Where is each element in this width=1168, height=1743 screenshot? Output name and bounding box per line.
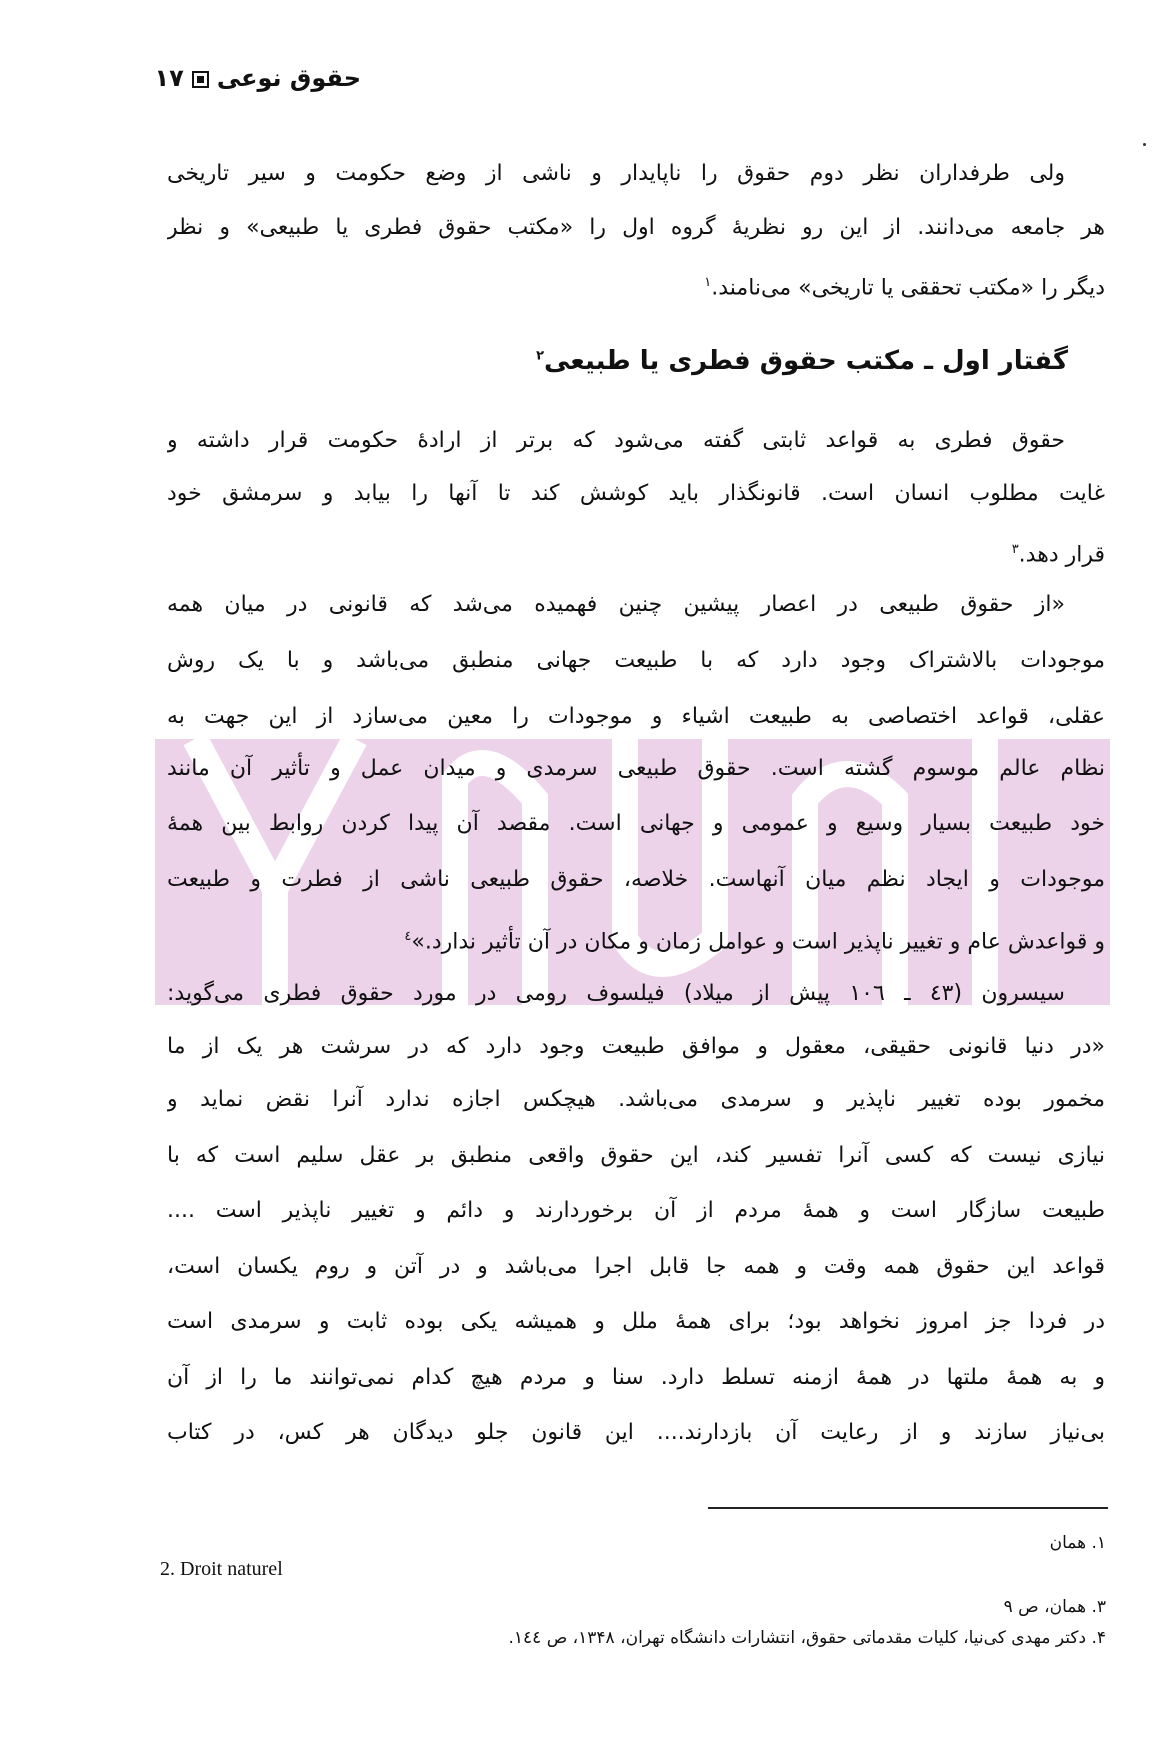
footnote-ref[interactable]: ٤ [404, 929, 412, 944]
quote-line: نیازی نیست که کسی آنرا تفسیر کند، این حقوق واقعی منطبق بر عقل سلیم است که با [167, 1143, 1105, 1168]
quote-line [167, 917, 1105, 957]
quote-line: موجودات و ایجاد نظم میان آنهاست. خلاصه، حقوق طبیعی ناشی از فطرت و طبیعت [167, 867, 1105, 892]
page-number: ۱۷ [154, 64, 184, 92]
running-header [155, 64, 361, 92]
quote-line: موجودات بالاشتراک وجود دارد که با طبیعت جهانی منطبق می‌باشد و با یک روش [167, 648, 1105, 673]
quote-line: بی‌نیاز سازند و از رعایت آن بازدارند.... این قانون جلو دیدگان هر کس، در کتاب [167, 1420, 1105, 1445]
quote-line: «از حقوق طبیعی در اعصار پیشین چنین فهمیده می‌شد که قانونی در میان همه [167, 592, 1065, 617]
quote-line: «در دنیا قانونی حقیقی، معقول و موافق طبیعت وجود دارد که در سرشت هر یک از ما [167, 1034, 1105, 1059]
quote-line: عقلی، قواعد اختصاصی به طبیعت اشیاء و موجودات را معین می‌سازد از این جهت به [167, 704, 1105, 729]
square-bullet-icon [192, 71, 209, 88]
line-text: و قواعدش عام و تغییر ناپذیر است و عوامل زمان و مکان در آن تأثیر ندارد.» [411, 929, 1105, 955]
footnote-1: ۱. همان [1049, 1533, 1106, 1553]
body-line: سیسرون (٤٣ ـ ١٠٦ پیش از میلاد) فیلسوف رومی در مورد حقوق فطری می‌گوید: [167, 981, 1065, 1006]
body-line: حقوق فطری به قواعد ثابتی گفته می‌شود که برتر از ارادهٔ حکومت قرار داشته و [167, 428, 1065, 453]
quote-line: مخمور بوده تغییر ناپذیر و سرمدی می‌باشد. هیچکس اجازه ندارد آنرا نقض نماید و [167, 1087, 1105, 1112]
line-text: دیگر را «مکتب تحققی یا تاریخی» می‌نامند. [711, 275, 1105, 301]
scan-speck [1143, 143, 1146, 146]
line-text: قرار دهد. [1018, 542, 1105, 568]
body-line: ولی طرفداران نظر دوم حقوق را ناپایدار و ناشی از وضع حکومت و سیر تاریخی [167, 161, 1065, 186]
quote-line: طبیعت سازگار است و همهٔ مردم از آن برخوردارند و دائم و تغییر ناپذیر است .... [167, 1198, 1105, 1223]
footnote-ref[interactable]: ۱ [704, 275, 712, 290]
section-heading [536, 346, 1068, 376]
quote-line: نظام عالم موسوم گشته است. حقوق طبیعی سرمدی و میدان عمل و تأثیر آن مانند [167, 756, 1105, 781]
heading-text: گفتار اول ـ مکتب حقوق فطری یا طبیعی [544, 346, 1068, 376]
body-line: غایت مطلوب انسان است. قانونگذار باید کوشش کند تا آنها را بیابد و سرمشق خود [167, 481, 1105, 506]
quote-line: خود طبیعت بسیار وسیع و عمومی و جهانی است. مقصد آن پیدا کردن روابط بین همهٔ [167, 811, 1105, 836]
quote-line: در فردا جز امروز نخواهد بود؛ برای همهٔ ملل و همیشه یکی بوده ثابت و سرمدی است [167, 1309, 1105, 1334]
footnote-divider [708, 1507, 1108, 1509]
quote-line: و به همهٔ ملتها در همهٔ ازمنه تسلط دارد. سنا و مردم هیچ کدام نمی‌توانند ما را از آن [167, 1365, 1105, 1390]
footnote-ref[interactable]: ۲ [536, 348, 544, 364]
body-line [167, 263, 1105, 303]
quote-line: قواعد این حقوق همه وقت و همه جا قابل اجرا می‌باشد و در آتن و روم یکسان است، [167, 1254, 1105, 1279]
body-line: هر جامعه می‌دانند. از این رو نظریهٔ گروه اول را «مکتب حقوق فطری یا طبیعی» و نظر [167, 215, 1105, 240]
footnote-3: ۳. همان، ص ۹ [1003, 1597, 1106, 1617]
footnote-2: 2. Droit naturel [160, 1558, 283, 1580]
footnote-4: ۴. دکتر مهدی کی‌نیا، کلیات مقدماتی حقوق، انتشارات دانشگاه تهران، ۱۳۴۸، ص ١٤٤. [508, 1628, 1106, 1648]
header-title: حقوق نوعی [216, 64, 361, 92]
body-line [167, 530, 1105, 570]
footnote-ref[interactable]: ۳ [1011, 542, 1019, 557]
